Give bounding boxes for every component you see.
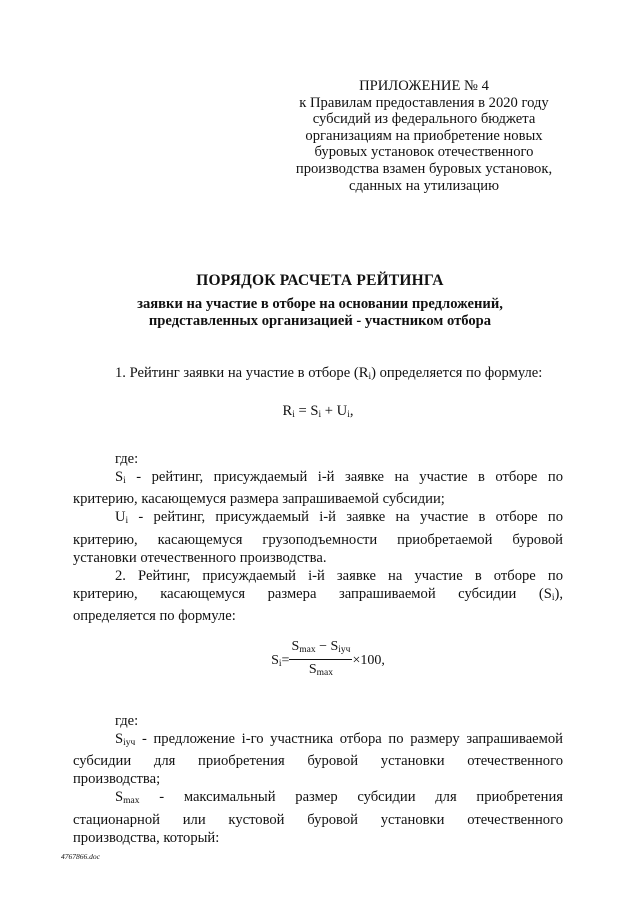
appendix-heading: ПРИЛОЖЕНИЕ № 4 [359,78,489,94]
text: 1. Рейтинг заявки на участие в отборе (R [115,365,369,381]
appendix-line: организациям на приобретение новых [305,127,543,144]
document-subtitle [0,296,640,330]
text: , [349,403,354,420]
text: ) определяется по формуле: [371,365,543,381]
text: - предложение i-го участника отбора по размеру запрашиваемой [135,731,563,748]
subtitle-line: заявки на участие в отборе на основании предложений, [137,296,503,312]
document-footer: 4767866.doc [61,852,100,861]
document-body [73,364,563,847]
subscript: i [123,476,126,487]
text: ), [554,585,563,602]
def-smax-line3: производства, который: [73,829,220,846]
symbol: S [115,789,124,806]
formula-subsidy [73,639,563,682]
fraction-numerator [289,639,352,660]
appendix-line: производства взамен буровых установок, [295,160,553,177]
subscript: i [125,516,129,527]
text: + U [321,403,348,420]
text: - рейтинг, присуждаемый i-й заявке на участие в отборе по [125,469,563,486]
paragraph-2-line3: определяется по формуле: [73,607,236,624]
text: − S [315,639,339,655]
where-label: где: [115,713,139,730]
def-smax-line2: стационарной или кустовой буровой установки отечественного [73,811,563,828]
text: S [291,639,300,655]
appendix-line: буровых установок отечественного [314,144,534,161]
text: , [381,652,385,668]
subscript: iуч [338,645,351,656]
text: S [308,662,317,678]
def-u-line2: критерию, касающемуся грузоподъемности приобретаемой буровой [73,531,563,548]
text: критерию, касающемуся размера запрашиваемой субсидии (S [73,585,552,602]
subscript: max [299,645,316,656]
text: - рейтинг, присуждаемый i-й заявке на участие в отборе по [128,509,563,526]
def-siuch-line1 [73,730,563,752]
def-s-line1 [73,468,563,490]
symbol: U [115,509,126,526]
paragraph-2-line2 [73,585,563,607]
subscript: i [551,592,555,603]
formula-lhs: S [271,652,279,668]
appendix-line: субсидий из федерального бюджета [312,111,536,128]
def-s-line2: критерию, касающемуся размера запрашиваемой субсидии; [73,491,445,508]
subscript: i [318,410,322,421]
def-siuch-line3: производства; [73,771,161,788]
paragraph-1 [73,364,563,386]
text: = S [294,403,319,420]
equals-sign: = [281,652,290,668]
appendix-line: к Правилам предоставления в 2020 году [299,94,549,111]
where-label: где: [115,451,139,468]
subtitle-line: представленных организацией - участником отбора [148,313,492,329]
subscript: max [123,796,140,807]
text: R [282,403,293,420]
formula-rating [73,402,563,424]
fraction [289,639,352,682]
def-u-line1 [73,508,563,530]
multiplier: ×100 [352,652,382,668]
fraction-denominator [289,660,352,682]
paragraph-2-line1: 2. Рейтинг, присуждаемый i-й заявке на участие в отборе по [115,567,563,584]
text: - максимальный размер субсидии для приобретения [139,789,563,806]
subscript: iуч [123,738,136,749]
symbol: S [115,731,124,748]
document-title: ПОРЯДОК РАСЧЕТА РЕЙТИНГА [196,272,444,289]
def-siuch-line2: субсидии для приобретения буровой установки отечественного [73,753,563,770]
subscript: i [368,372,372,382]
appendix-header [278,78,570,194]
appendix-line: сданных на утилизацию [348,177,500,194]
subscript: i [347,410,350,421]
symbol: S [115,469,124,486]
subscript: i [278,658,282,669]
def-smax-line1 [73,788,563,810]
def-u-line3: установки отечественного производства. [73,549,327,566]
subscript: i [292,410,295,421]
subscript: max [316,668,334,679]
